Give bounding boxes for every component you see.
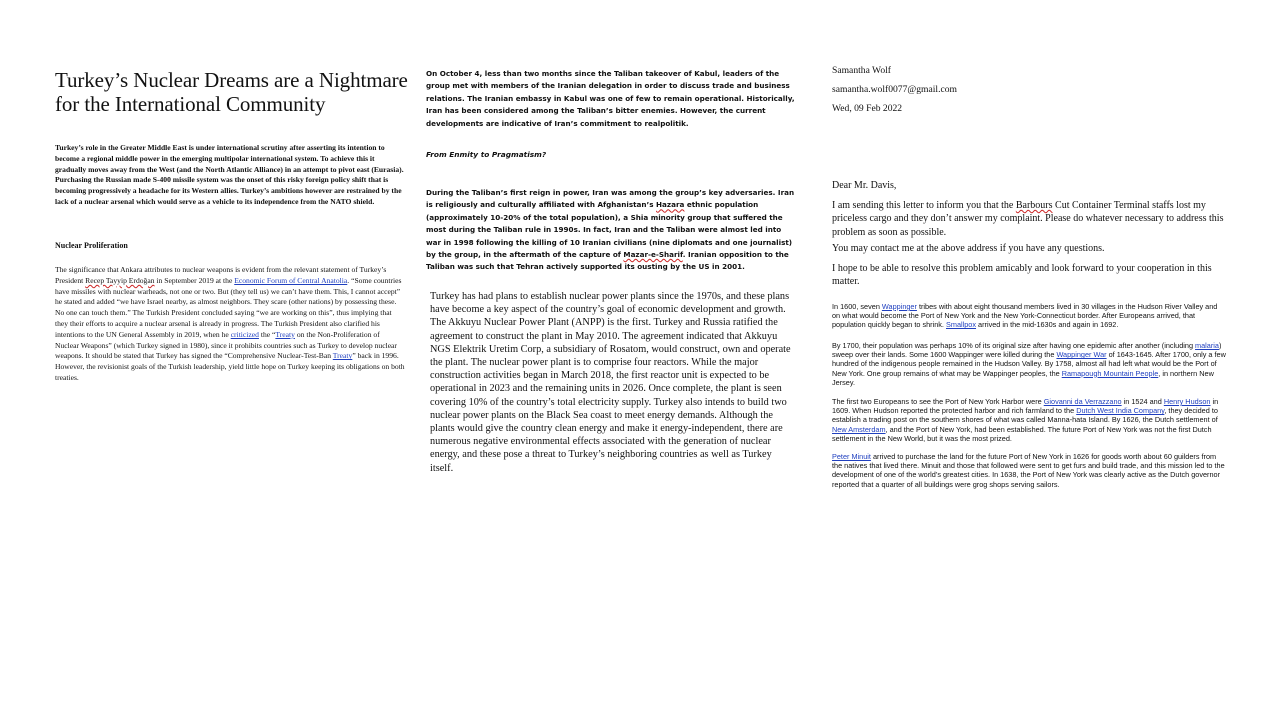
history-paragraph-1 xyxy=(832,302,1227,330)
link-wappinger[interactable]: Wappinger xyxy=(881,302,917,311)
subheading: From Enmity to Pragmatism? xyxy=(426,150,547,159)
letter-greeting: Dear Mr. Davis, xyxy=(832,180,897,191)
body-text: arrived in the mid-1630s and again in 1692. xyxy=(976,320,1119,330)
letter-paragraph-2: You may contact me at the above address if you have any questions. xyxy=(832,243,1105,254)
body-text: ethnic population (approximately 10-20% of the total population), a Shia minority group that suffered the most during the Taliban rule in 1990s. In fact, Iran and the Taliban were almost led into war in 1998 following the killing of 10 Iranian civilians (nine diplomats and one journalist) by the group, in the aftermath of the capture of xyxy=(426,200,793,260)
history-paragraph-3 xyxy=(832,397,1227,443)
body-text: The significance that Ankara attributes to nuclear weapons is evident from the relevant statement of Turkey’s President xyxy=(55,265,387,285)
body-text: , in northern New Jersey. xyxy=(832,368,1214,387)
sender-email: samantha.wolf0077@gmail.com xyxy=(832,84,957,95)
body-text: In 1600, seven xyxy=(832,302,882,311)
intro-paragraph: On October 4, less than two months since the Taliban takeover of Kabul, leaders of the group met with members of the Iranian delegation in order to discuss trade and business relations. The Iranian embassy in Kabul was one of few to remain operational. Historically, Iran has been considered among the Taliban’s bitter enemies. However, the current developments are indicative of Iran’s commitment to realpolitik. xyxy=(426,69,795,128)
body-text: Cut Container Terminal staffs lost my priceless cargo and they don’t answer my complaint. Please do whatever necessary to address this problem as soon as possible. xyxy=(832,200,1224,238)
body-text: on the Non-Proliferation of Nuclear Weapons” (which Turkey signed in 1980), since it prohibits countries such as Turkey to develop nuclear weapons. It should be stated that Turkey has signed the “Comprehensive Nuclear-Test-Ban xyxy=(55,329,397,361)
letter-paragraph-3: I hope to be able to resolve this problem amicably and look forward to your cooperation in this matter. xyxy=(832,263,1212,288)
link-economic-forum[interactable]: Economic Forum of Central Anatolia xyxy=(234,275,348,285)
body-text: I am sending this letter to inform you that the xyxy=(832,200,1016,211)
link-henry-hudson[interactable]: Henry Hudson xyxy=(1163,397,1211,406)
article-lead: Turkey’s role in the Greater Middle East is under international scrutiny after asserting its intention to become a regional middle power in the emerging multipolar international system. To achieve this it gradually moves away from the West (and the North Atlantic Alliance) in an attempt to pivot east (Eurasia). Purchasing the Russian made S-400 missile system was the onset of this risky foreign policy shift that is becoming progressively a headache for its Western allies. Turkey’s ambitions however are restrained by the lack of a nuclear arsenal which would serve as a vehicle to its independence from the NATO shield. xyxy=(55,143,404,206)
erdogan-name: Recep Tayyip Erdoğan xyxy=(85,275,155,285)
link-smallpox[interactable]: Smallpox xyxy=(946,320,977,330)
body-text: During the Taliban’s first reign in power, Iran was among the group’s key adversaries. Iran is religiously and culturally affiliated with Afghanistan’s xyxy=(426,188,795,210)
history-paragraph-2 xyxy=(832,341,1227,387)
sender-name: Samantha Wolf xyxy=(832,65,892,76)
body-text: ) sweep over their lands. Some 1600 Wappinger were killed during the xyxy=(832,341,1222,360)
nuclear-plant-paragraph: Turkey has had plans to establish nuclear power plants since the 1970s, and these plans have become a key aspect of the country’s goal of economic development and growth. The Akkuyu Nuclear Power Plant (ANPP) is the first. Turkey and Russia ratified the agreement to construct the plant in May 2010. The agreement indicated that Akkuyu NGS Elektrik Uretim Corp, a subsidiary of Rosatom, would construct, own and operate the plant. The nuclear power plant is to comprise four reactors. While the major construction activities began in March 2018, the first reactor unit is expected to be operational in 2023 and the remaining units in 2026. Once complete, the plant is seen covering 10% of the country’s total electricity supply. Turkey also intends to build two nuclear power plants on the Black Sea coast to meet energy demands. Although the plants would give the country clean energy and make it energy-independent, there are numerous negative environmental effects associated with the generation of nuclear energy, and these pose a threat to Turkey’s neighboring countries as well as Turkey itself. xyxy=(430,291,791,474)
link-criticized[interactable]: criticized xyxy=(230,329,259,339)
body-text: the “ xyxy=(258,329,276,339)
link-peter-minuit[interactable]: Peter Minuit xyxy=(832,452,871,461)
link-new-amsterdam[interactable]: New Amsterdam xyxy=(832,424,886,434)
letter-date: Wed, 09 Feb 2022 xyxy=(832,103,903,114)
link-wappinger-war[interactable]: Wappinger War xyxy=(1056,350,1107,360)
link-ramapough[interactable]: Ramapough Mountain People xyxy=(1061,368,1159,378)
section-heading: Nuclear Proliferation xyxy=(55,241,128,250)
body-text: ” back in 1996. However, the revisionist goals of the Turkish leadership, yield little hope on Turkey keeping its obligations on both treaties. xyxy=(55,351,405,382)
body-text: in September 2019 at the xyxy=(154,275,235,285)
link-malaria[interactable]: malaria xyxy=(1195,341,1219,350)
body-text: in 1609. When Hudson reported the protected harbor and rich farmland to the xyxy=(832,397,1219,416)
history-paragraph xyxy=(426,187,798,274)
history-paragraph-4 xyxy=(832,452,1227,489)
mazar-word: Mazar-e-Sharif xyxy=(623,250,683,260)
hazara-word: Hazara xyxy=(656,200,685,210)
article-title: Turkey’s Nuclear Dreams are a Nightmare for the International Community xyxy=(55,68,408,116)
article-body xyxy=(55,265,405,384)
letter-paragraph-1 xyxy=(832,199,1227,239)
body-text: of 1643-1645. After 1700, only a few hundred of the indigenous people remained in the Hudson Valley. By 1758, almost all had left what would be the Port of New York. One group remains of what may be Wappinger peoples, the xyxy=(832,350,1226,378)
body-text: . “Some countries have missiles with nuclear warheads, not one or two. But (they tell us) we can’t have them. This, I cannot accept” he stated and added “we have Israel nearby, as almost neighbors. They scare (other nations) by possessing these. No one can touch them.” The Turkish President concluded saying “we are working on this”, thus implying that they their efforts to acquire a nuclear arsenal is already in progress. The Turkish President also clarified his intentions to the UN General Assembly in 2019, when he xyxy=(55,275,402,339)
body-text: , they decided to establish a trading post on the southern shores of what was called Manna-hata Island. By 1626, the Dutch settlement of xyxy=(832,406,1218,425)
link-treaty-ctbt[interactable]: Treaty xyxy=(332,351,353,361)
body-text: in 1524 and xyxy=(1121,397,1164,406)
body-text: By 1700, their population was perhaps 10% of its original size after having one epidemic after another (including xyxy=(832,341,1196,350)
link-dutch-west-india[interactable]: Dutch West India Company xyxy=(1076,406,1165,416)
link-verrazzano[interactable]: Giovanni da Verrazzano xyxy=(1043,397,1122,406)
body-text: tribes with about eight thousand members lived in 30 villages in the Hudson River Valley and on what would become the Port of New York and the New York-Connecticut border. After Europeans arrived, that population quickly began to shrink. xyxy=(832,302,1218,330)
barbours-word: Barbours xyxy=(1015,200,1053,211)
body-text: . Iranian opposition to the Taliban was such that Tehran actively supported its ousting by the US in 2001. xyxy=(426,250,789,272)
link-treaty-npt[interactable]: Treaty xyxy=(275,329,295,339)
body-text: arrived to purchase the land for the future Port of New York in 1626 for goods worth about 60 guilders from the natives that lived there. Minuit and those that followed were sent to get furs and build trade, and this mission led to the development of one of the world’s greatest cities. In 1638, the Port of New York was clearly active as the Dutch governor reported that a quarter of all buildings were grog shops serving sailors. xyxy=(832,452,1225,489)
body-text: , and the Port of New York, had been established. The future Port of New York was not the first Dutch settlement in the New World, but it was the most prized. xyxy=(832,424,1212,443)
body-text: The first two Europeans to see the Port of New York Harbor were xyxy=(832,397,1044,406)
